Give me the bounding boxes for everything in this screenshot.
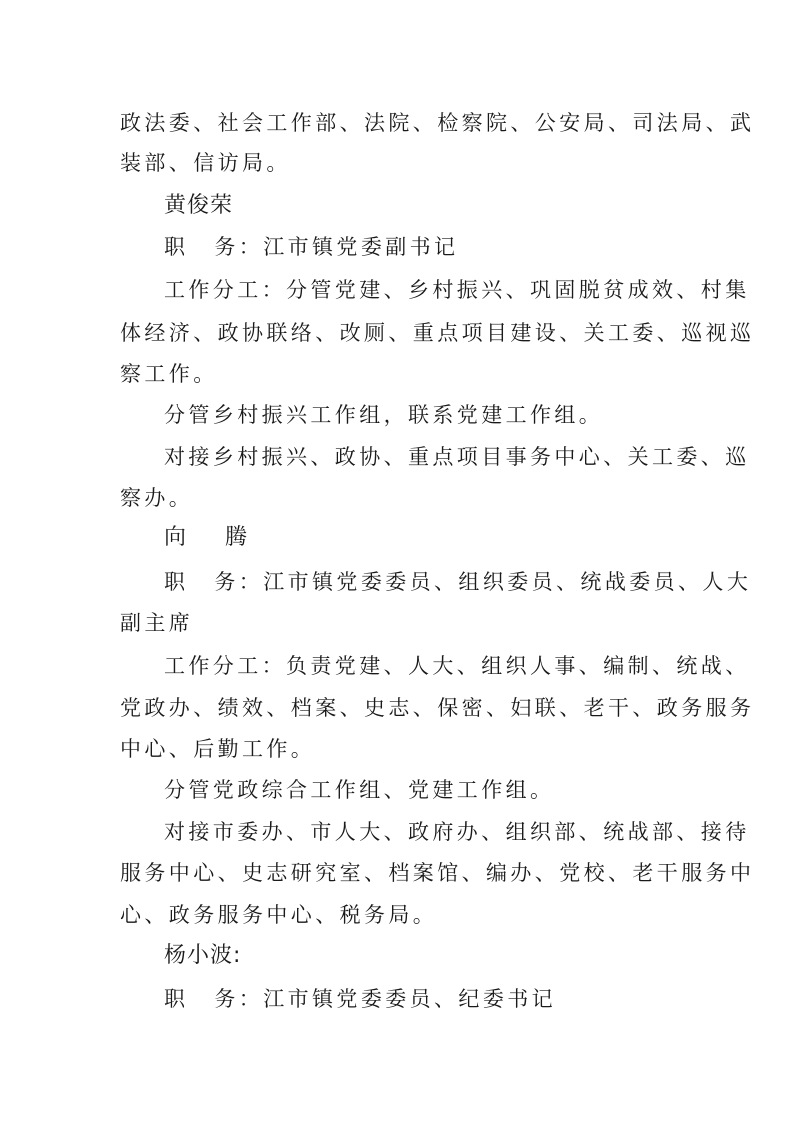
duty-label-b: 务： bbox=[214, 987, 264, 1011]
duty-line-yang bbox=[164, 985, 556, 1013]
duty-value: 江市镇党委委员、组织委员、统战委员、人大 bbox=[263, 570, 752, 594]
groups-line: 分管乡村振兴工作组，联系党建工作组。 bbox=[164, 403, 604, 427]
duty-label-a: 职 bbox=[164, 235, 189, 259]
division-line-1: 工作分工：分管党建、乡村振兴、巩固脱贫成效、村集 bbox=[164, 278, 750, 302]
person-name-yang: 杨小波: bbox=[164, 943, 242, 968]
division-line-3: 察工作。 bbox=[120, 362, 218, 386]
person-name-huang: 黄俊荣 bbox=[164, 193, 234, 218]
duty-label-a: 职 bbox=[164, 987, 189, 1011]
duty-label-b: 务： bbox=[214, 235, 264, 259]
duty-label-a: 职 bbox=[164, 570, 189, 594]
continuation-line-1: 政法委、社会工作部、法院、检察院、公安局、司法局、武 bbox=[120, 111, 755, 135]
duty-line-huang bbox=[164, 233, 458, 261]
liaison-line-2: 服务中心、史志研究室、档案馆、编办、党校、老干服务中 bbox=[120, 861, 755, 885]
liaison-line-3: 心、政务服务中心、税务局。 bbox=[120, 903, 438, 927]
liaison-line-2: 察办。 bbox=[120, 486, 194, 510]
duty-value: 江市镇党委副书记 bbox=[263, 235, 459, 259]
continuation-line-2: 装部、信访局。 bbox=[120, 151, 291, 175]
division-line-2: 党政办、绩效、档案、史志、保密、妇联、老干、政务服务 bbox=[120, 696, 755, 720]
duty-label-b: 务： bbox=[214, 570, 264, 594]
division-line-2: 体经济、政协联络、改厕、重点项目建设、关工委、巡视巡 bbox=[120, 321, 755, 345]
duty-line-xiang-2: 副主席 bbox=[120, 611, 194, 635]
groups-line: 分管党政综合工作组、党建工作组。 bbox=[164, 778, 555, 802]
duty-value: 江市镇党委委员、纪委书记 bbox=[263, 987, 557, 1011]
liaison-line-1: 对接乡村振兴、政协、重点项目事务中心、关工委、巡 bbox=[164, 445, 750, 469]
liaison-line-1: 对接市委办、市人大、政府办、组织部、统战部、接待 bbox=[164, 820, 750, 844]
division-line-1: 工作分工：负责党建、人大、组织人事、编制、统战、 bbox=[164, 654, 750, 678]
duty-line-xiang-1 bbox=[164, 568, 751, 596]
person-name-xiang: 向 腾 bbox=[164, 525, 263, 550]
division-line-3: 中心、后勤工作。 bbox=[120, 737, 316, 761]
